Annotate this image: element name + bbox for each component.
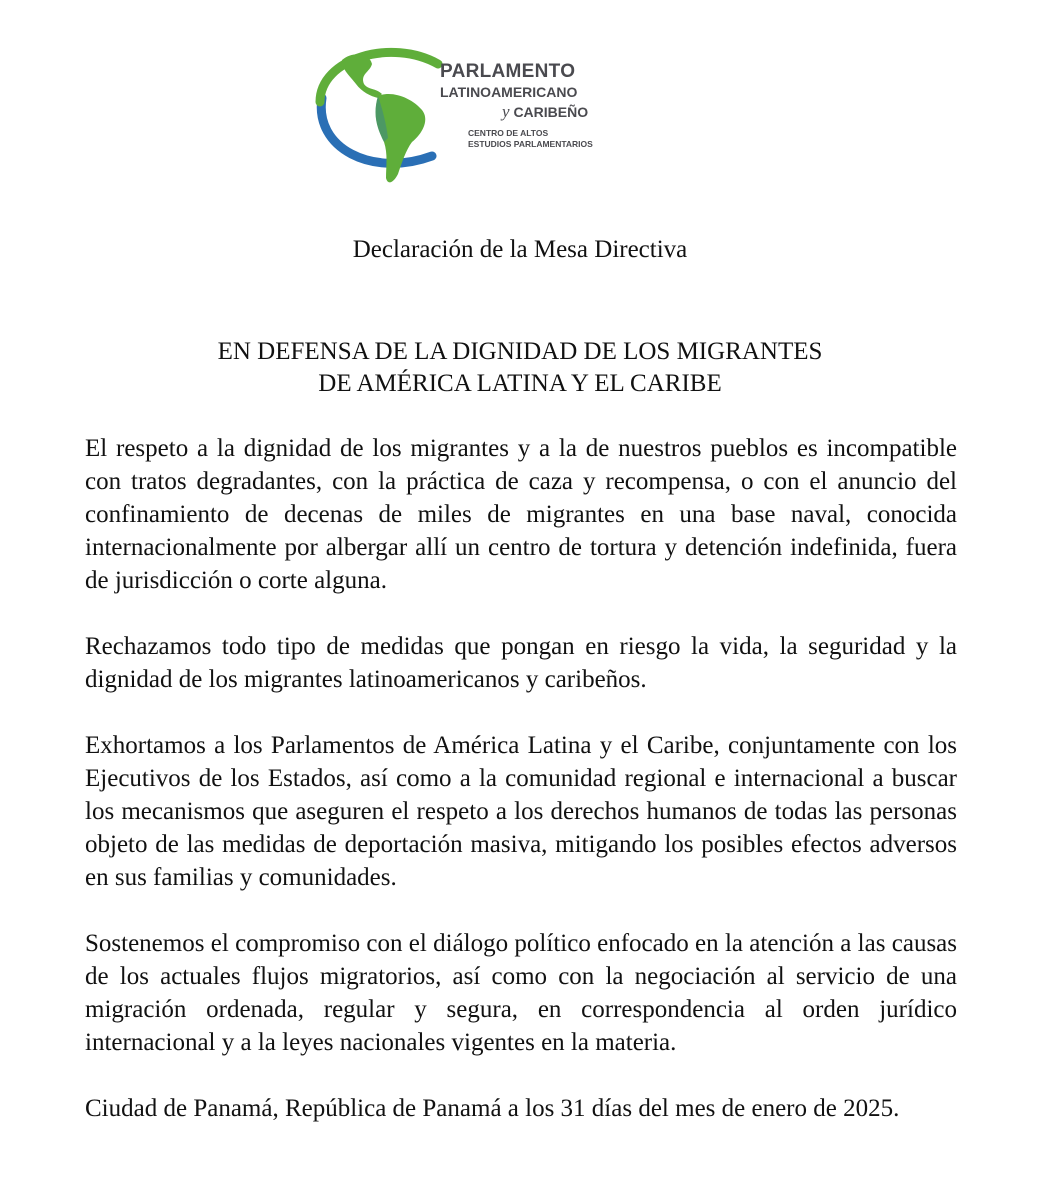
title-line-2: DE AMÉRICA LATINA Y EL CARIBE	[318, 370, 722, 397]
logo-line-3-prefix: y	[502, 102, 510, 121]
logo-line-4: CENTRO DE ALTOS	[468, 128, 549, 138]
logo-line-1: PARLAMENTO	[440, 61, 576, 82]
paragraph: Sostenemos el compromiso con el diálogo político enfocado en la atención a las causas de los actuales flujos migratorios, así como con la negociación al servicio de una migración ordenada, regular y segura, en correspondencia al orden jurídico internacional y a la leyes nacionales vigentes en la materia.	[85, 930, 957, 1056]
title-line-1: EN DEFENSA DE LA DIGNIDAD DE LOS MIGRANTES	[217, 338, 823, 365]
logo-wordmark	[440, 62, 593, 149]
logo-line-3-text: CARIBEÑO	[513, 104, 589, 120]
logo-subtitle	[468, 128, 593, 149]
document-title	[0, 336, 1040, 400]
paragraph: Rechazamos todo tipo de medidas que pongan en riesgo la vida, la seguridad y la dignidad de los migrantes latinoamericanos y caribeños.	[85, 633, 957, 693]
document-subtitle: Declaración de la Mesa Directiva	[352, 236, 688, 263]
logo-line-2: LATINOAMERICANO	[440, 84, 578, 100]
americas-globe-icon	[312, 38, 452, 194]
paragraph: El respeto a la dignidad de los migrantes y a la de nuestros pueblos es incompatible con tratos degradantes, con la práctica de caza y recompensa, o con el anuncio del confinamiento de decenas de miles de migrantes en una base naval, conocida internacionalmente por albergar allí un centro de tortura y detención indefinida, fuera de jurisdicción o corte alguna.	[85, 435, 957, 594]
logo-line-3	[502, 103, 593, 120]
closing-paragraph: Ciudad de Panamá, República de Panamá a los 31 días del mes de enero de 2025.	[85, 1095, 900, 1122]
paragraph: Exhortamos a los Parlamentos de América Latina y el Caribe, conjuntamente con los Ejecutivos de los Estados, así como a la comunidad regional e internacional a buscar los mecanismos que aseguren el respeto a los derechos humanos de todas las personas objeto de las medidas de deportación masiva, mitigando los posibles efectos adversos en sus familias y comunidades.	[85, 732, 957, 891]
parlatino-logo	[312, 38, 632, 194]
document-body	[85, 432, 957, 1125]
logo-line-5: ESTUDIOS PARLAMENTARIOS	[468, 138, 593, 149]
